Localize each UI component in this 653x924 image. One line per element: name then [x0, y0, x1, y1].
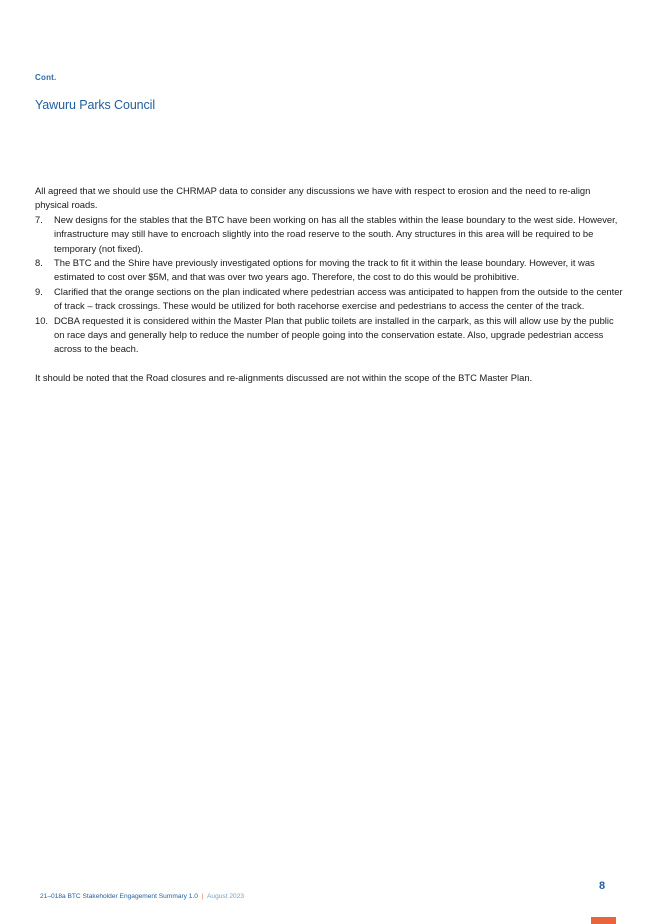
page-number: 8	[599, 880, 606, 892]
list-item	[35, 256, 625, 285]
footer-date: August 2023	[207, 893, 245, 900]
list-item-text: Clarified that the orange sections on the plan indicated where pedestrian access was anticipated to happen from the outside to the center of track – track crossings. These would be utilized for both racehorse exercise and pedestrians to access the center of the track.	[54, 285, 623, 312]
list-item-number: 7.	[35, 213, 43, 225]
list-item	[35, 285, 625, 314]
footer	[40, 893, 244, 900]
footer-separator: |	[201, 893, 204, 900]
section-heading: Yawuru Parks Council	[35, 98, 156, 112]
body-content	[35, 184, 625, 386]
note-paragraph: It should be noted that the Road closures and re-alignments discussed are not within the scope of the BTC Master Plan.	[35, 372, 533, 384]
list-item-number: 8.	[35, 257, 43, 269]
list-item	[35, 314, 625, 357]
footer-document-title: 21–018a BTC Stakeholder Engagement Summary 1.0	[40, 893, 198, 900]
intro-paragraph: All agreed that we should use the CHRMAP data to consider any discussions we have with respect to erosion and the need to re-align physical roads.	[35, 185, 591, 211]
list-item-text: The BTC and the Shire have previously investigated options for moving the track to fit it within the lease boundary. However, it was estimated to cost over $5M, and that was over two years ago. Therefore, the cost to do this would be prohibitive.	[54, 257, 595, 283]
list-item	[35, 213, 625, 256]
cont-label: Cont.	[35, 73, 57, 82]
list-item-text: New designs for the stables that the BTC have been working on has all the stables within the lease boundary to the west side. However, infrastructure may still have to encroach slightly into the road reserve to the south. Any structures in this area will be required to be temporary (not fixed).	[54, 213, 618, 254]
list-item-number: 10.	[35, 314, 49, 326]
corner-tab-decoration	[591, 917, 616, 924]
numbered-list	[35, 213, 625, 357]
list-item-text: DCBA requested it is considered within the Master Plan that public toilets are installed in the carpark, as this will allow use by the public on race days and generally help to reduce the number of people going into the conservation estate. Also, upgrade pedestrian access across to the beach.	[54, 314, 614, 355]
list-item-number: 9.	[35, 285, 43, 297]
